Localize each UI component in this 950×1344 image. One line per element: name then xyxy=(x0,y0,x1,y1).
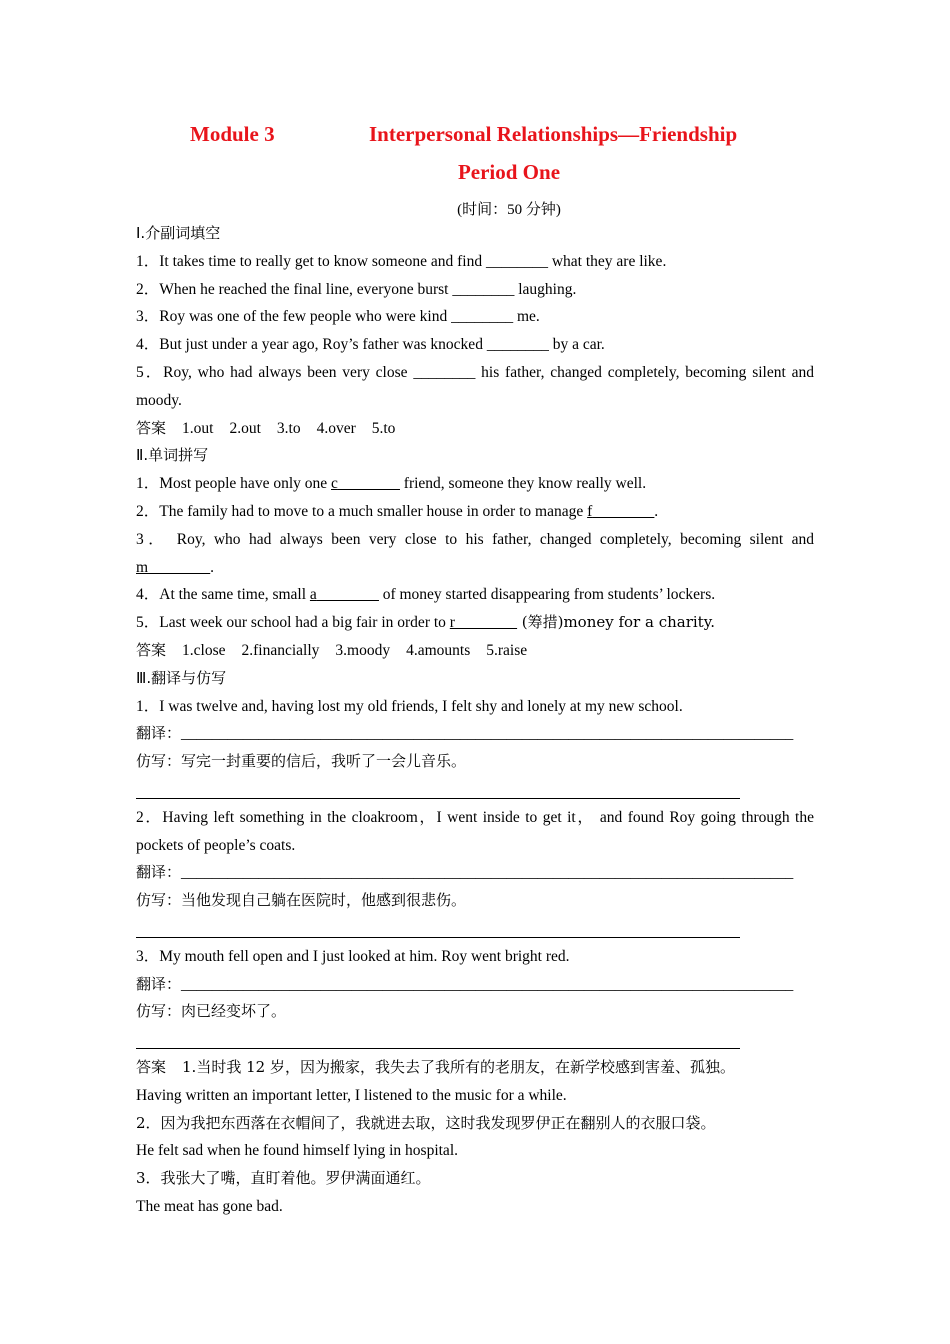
section2-answers xyxy=(136,637,814,665)
rule-line xyxy=(136,1048,740,1049)
answer-item: 3.moody xyxy=(335,641,391,659)
blank: ________ xyxy=(454,614,517,632)
item-text: friend, someone they know really well. xyxy=(399,475,647,493)
imitate-prompt: 当他发现自己躺在医院时，他感到很悲伤。 xyxy=(181,891,467,910)
section3-answer-2: Having written an important letter, I listened to the music for a while. xyxy=(136,1086,567,1104)
blank: ________ xyxy=(592,502,655,520)
item-text: (筹措)money for a charity. xyxy=(516,613,715,632)
answer-item: 1.close xyxy=(182,641,226,659)
answer-label: 答案 xyxy=(136,418,167,437)
section3-answer-5: 3．我张大了嘴，直盯着他。罗伊满面通红。 xyxy=(136,1169,431,1188)
section3-answer-6: The meat has gone bad. xyxy=(136,1197,283,1215)
section3-sentence-1: 1．I was twelve and, having lost my old friends, I felt shy and lonely at my new school. xyxy=(136,697,683,715)
section2-heading: Ⅱ.单词拼写 xyxy=(136,446,209,465)
answer-item: 4.amounts xyxy=(406,641,471,659)
imitate-prompt: 肉已经变坏了。 xyxy=(181,1002,287,1021)
module-title: Module 3 xyxy=(190,122,275,146)
hint-letter-char: c xyxy=(331,475,338,493)
worksheet-content xyxy=(136,220,814,1221)
translate-line: 翻译：_______________________________________________________________________________ xyxy=(136,724,794,743)
section2-item-4 xyxy=(136,581,814,609)
section3-answer-1 xyxy=(136,1054,814,1082)
answer-item: 2.financially xyxy=(241,641,320,659)
item-text: . xyxy=(654,502,659,520)
imitate-label: 仿写： xyxy=(136,752,182,771)
answer-item: 1.out xyxy=(182,419,214,437)
section2-item-5 xyxy=(136,609,814,637)
section3-sentence-3: 3．My mouth fell open and I just looked at him. Roy went bright red. xyxy=(136,947,570,965)
hint-letter xyxy=(136,559,210,576)
blank: ________ xyxy=(316,586,379,604)
imitate-line xyxy=(136,887,814,915)
hint-letter xyxy=(310,586,379,603)
section1-answers xyxy=(136,415,814,443)
hint-letter xyxy=(450,614,517,631)
period-title: Period One xyxy=(457,160,561,184)
hint-letter-char: a xyxy=(309,586,317,604)
section2-item-2 xyxy=(136,498,814,526)
item-text: . xyxy=(210,558,214,576)
imitate-label: 仿写： xyxy=(136,1002,182,1021)
answer-label: 答案 xyxy=(136,1057,167,1076)
time-note: (时间：50 分钟) xyxy=(457,202,561,218)
answer-item: 1.当时我 12 岁，因为搬家，我失去了我所有的老朋友，在新学校感到害羞、孤独。 xyxy=(182,1057,735,1076)
hint-letter-char: m xyxy=(136,558,149,576)
section3-answer-3: 2．因为我把东西落在衣帽间了，我就进去取，这时我发现罗伊正在翻别人的衣服口袋。 xyxy=(136,1113,716,1132)
translate-label: 翻译： xyxy=(136,974,182,993)
section3-sentence-2: 2．Having left something in the cloakroom，I went inside to get it， and found Roy going through the pockets of people’s coats. xyxy=(136,808,814,854)
answer-item: 3.to xyxy=(276,419,301,437)
hint-letter-char: r xyxy=(449,614,455,632)
translate-line: 翻译：_______________________________________________________________________________ xyxy=(136,974,794,993)
answer-item: 5.raise xyxy=(486,641,528,659)
topic-title: Interpersonal Relationships—Friendship xyxy=(369,122,738,146)
item-text: of money started disappearing from students’ lockers. xyxy=(378,586,716,604)
blank: ________ xyxy=(148,558,211,576)
imitate-prompt: 写完一封重要的信后，我听了一会儿音乐。 xyxy=(181,752,467,771)
imitate-line xyxy=(136,748,814,776)
section2-item-3 xyxy=(136,526,814,582)
imitate-line xyxy=(136,998,814,1026)
answer-rule xyxy=(136,915,814,943)
hint-letter-char: f xyxy=(587,502,593,520)
item-text: 5．Last week our school had a big fair in order to xyxy=(136,614,450,632)
imitate-label: 仿写： xyxy=(136,891,182,910)
answer-item: 5.to xyxy=(371,419,396,437)
section1-item-3: 3．Roy was one of the few people who were kind ________ me. xyxy=(136,308,540,326)
rule-line xyxy=(136,798,740,799)
section1-item-4: 4．But just under a year ago, Roy’s father was knocked ________ by a car. xyxy=(136,336,605,354)
answer-rule xyxy=(136,776,814,804)
section1-heading: Ⅰ.介副词填空 xyxy=(136,224,221,242)
section3-answer-4: He felt sad when he found himself lying in hospital. xyxy=(136,1142,458,1160)
section1-item-1: 1．It takes time to really get to know someone and find ________ what they are like. xyxy=(136,252,667,270)
item-text: 3． Roy, who had always been very close to his father, changed completely, becoming silent and xyxy=(136,530,814,548)
answer-item: 2.out xyxy=(229,419,261,437)
translate-label: 翻译： xyxy=(136,724,182,743)
answer-item: 4.over xyxy=(316,419,356,437)
item-text: 1．Most people have only one xyxy=(136,475,332,493)
item-text: 4．At the same time, small xyxy=(136,586,310,604)
answer-rule xyxy=(136,1026,814,1054)
section1-item-2: 2．When he reached the final line, everyone burst ________ laughing. xyxy=(136,280,577,298)
hint-letter xyxy=(331,475,400,492)
rule-line xyxy=(136,937,740,938)
section2-item-1 xyxy=(136,470,814,498)
hint-letter xyxy=(587,503,654,520)
section1-item-5: 5．Roy, who had always been very close ________ his father, changed completely, becoming silent and moody. xyxy=(136,363,814,409)
translate-line: 翻译：_______________________________________________________________________________ xyxy=(136,863,794,882)
item-text: 2．The family had to move to a much smaller house in order to manage xyxy=(136,502,588,520)
section3-heading: Ⅲ.翻译与仿写 xyxy=(136,668,227,687)
blank: ________ xyxy=(337,475,400,493)
translate-label: 翻译： xyxy=(136,863,182,882)
answer-label: 答案 xyxy=(136,640,167,659)
